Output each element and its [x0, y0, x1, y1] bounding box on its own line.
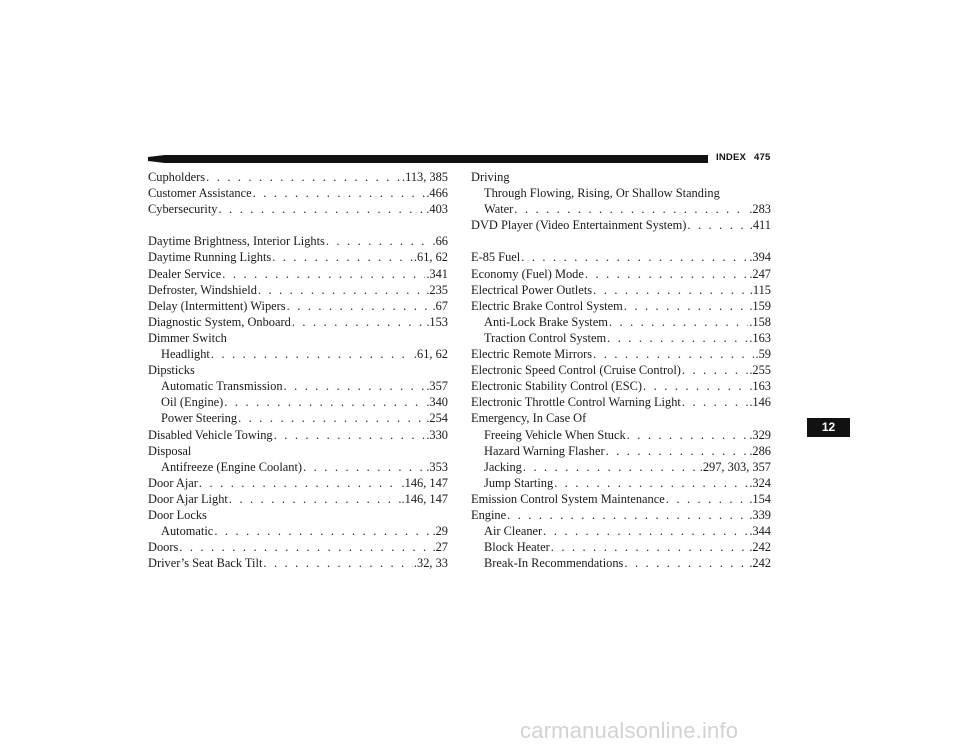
entry-term: Cupholders: [148, 170, 206, 184]
dot-leader: [219, 201, 426, 217]
entry-term: Door Ajar Light: [148, 491, 228, 506]
entry-term: E-85 Fuel: [471, 250, 521, 265]
dot-leader: [253, 185, 426, 201]
index-entry: [471, 362, 771, 378]
entry-term: Hazard Warning Flasher: [484, 443, 605, 458]
index-entry: [148, 539, 448, 555]
entry-pages[interactable]: .255: [749, 363, 771, 378]
index-subentry: [148, 459, 448, 475]
entry-term: Electronic Stability Control (ESC): [471, 379, 643, 394]
entry-term: Engine: [471, 507, 507, 522]
index-subentry: [148, 523, 448, 539]
entry-pages[interactable]: .394: [749, 250, 771, 265]
dot-leader: [272, 249, 413, 265]
section-title: INDEX: [716, 152, 747, 163]
index-entry: [148, 362, 448, 378]
entry-pages[interactable]: .242: [749, 540, 771, 555]
entry-term: Jacking: [484, 459, 522, 474]
entry-term: Traction Control System: [484, 330, 607, 345]
index-subentry: [471, 201, 771, 217]
entry-pages[interactable]: .341: [426, 266, 448, 281]
entry-term: Air Cleaner: [484, 524, 543, 539]
entry-pages[interactable]: .59: [755, 347, 771, 362]
dot-leader: [543, 523, 748, 539]
entry-term: Freeing Vehicle When Stuck: [484, 427, 626, 442]
index-entry: [471, 298, 771, 314]
index-entry: [148, 266, 448, 282]
dot-leader: [627, 427, 749, 443]
dot-leader: [292, 314, 425, 330]
index-subentry: [471, 459, 771, 475]
entry-term: Door Locks: [148, 507, 207, 522]
entry-term: Defroster, Windshield: [148, 282, 257, 297]
entry-pages[interactable]: .339: [749, 507, 771, 522]
entry-term: Emission Control System Maintenance: [471, 491, 665, 506]
index-entry: [148, 330, 448, 346]
entry-term: Dimmer Switch: [148, 330, 227, 345]
index-entry: [148, 507, 448, 523]
dot-leader: [666, 491, 749, 507]
entry-term: Block Heater: [484, 540, 550, 555]
index-entry: [148, 475, 448, 491]
entry-term: Electric Remote Mirrors: [471, 347, 593, 362]
index-entry: [471, 394, 771, 410]
entry-pages[interactable]: .403: [426, 202, 448, 217]
dot-leader: [514, 201, 748, 217]
index-entry: [471, 410, 771, 426]
entry-term: Disabled Vehicle Towing: [148, 427, 273, 442]
index-entry: [148, 314, 448, 330]
index-entry: [471, 378, 771, 394]
entry-pages[interactable]: .297, 303, 357: [699, 459, 771, 474]
index-entry: [148, 185, 448, 201]
entry-pages[interactable]: .163: [749, 379, 771, 394]
dot-leader: [258, 282, 425, 298]
dot-leader: [222, 266, 425, 282]
dot-leader: [211, 346, 413, 362]
entry-term: Automatic: [161, 524, 214, 539]
entry-pages[interactable]: .146, 147: [401, 491, 448, 506]
entry-term: Electric Brake Control System: [471, 298, 623, 313]
entry-pages[interactable]: .286: [749, 443, 771, 458]
dot-leader: [214, 523, 431, 539]
dot-leader: [326, 233, 432, 249]
entry-pages[interactable]: .163: [749, 330, 771, 345]
index-entry: [148, 555, 448, 571]
index-entry: [148, 233, 448, 249]
index-entry: [471, 266, 771, 282]
running-header: [716, 152, 771, 163]
dot-leader: [521, 249, 748, 265]
entry-pages[interactable]: .61, 62: [413, 250, 448, 265]
entry-term: Cybersecurity: [148, 202, 218, 217]
entry-pages[interactable]: .27: [432, 540, 448, 555]
dot-leader: [206, 169, 401, 185]
dot-leader: [643, 378, 748, 394]
entry-term: Driving: [471, 170, 510, 184]
dot-leader: [606, 443, 749, 459]
entry-term: Oil (Engine): [161, 395, 224, 410]
entry-term: Through Flowing, Rising, Or Shallow Standing: [484, 186, 720, 201]
entry-term: Headlight: [161, 347, 210, 362]
entry-term: Emergency, In Case Of: [471, 411, 587, 426]
entry-pages[interactable]: .158: [749, 314, 771, 329]
entry-pages[interactable]: .344: [749, 524, 771, 539]
entry-pages[interactable]: .340: [426, 395, 448, 410]
dot-leader: [238, 410, 425, 426]
index-subentry: [471, 330, 771, 346]
entry-term: Antifreeze (Engine Coolant): [161, 459, 303, 474]
entry-pages[interactable]: .115: [749, 282, 771, 297]
index-subentry: [148, 378, 448, 394]
dot-leader: [263, 555, 413, 571]
entry-term: Driver’s Seat Back Tilt: [148, 556, 263, 571]
entry-term: Daytime Running Lights: [148, 250, 272, 265]
entry-pages[interactable]: .254: [426, 411, 448, 426]
entry-pages[interactable]: .32, 33: [413, 556, 448, 571]
index-entry: [471, 169, 771, 185]
entry-term: Power Steering: [161, 411, 238, 426]
index-entry: [148, 443, 448, 459]
entry-pages[interactable]: .146, 147: [401, 475, 448, 490]
entry-pages[interactable]: .283: [749, 202, 771, 217]
index-entry: [471, 217, 771, 233]
dot-leader: [624, 555, 748, 571]
dot-leader: [593, 282, 749, 298]
index-entry: [148, 427, 448, 443]
entry-term: Daytime Brightness, Interior Lights: [148, 234, 325, 249]
entry-term: Disposal: [148, 443, 192, 458]
index-column-left: [148, 169, 448, 571]
entry-term: Doors: [148, 540, 179, 555]
dot-leader: [303, 459, 425, 475]
dot-leader: [224, 394, 425, 410]
entry-pages[interactable]: .153: [426, 314, 448, 329]
page-number: 475: [754, 152, 771, 163]
entry-term: Anti-Lock Brake System: [484, 314, 608, 329]
entry-term: Water: [484, 202, 514, 217]
index-entry: [148, 282, 448, 298]
entry-pages[interactable]: .235: [426, 282, 448, 297]
dot-leader: [624, 298, 749, 314]
index-entry: [148, 169, 448, 185]
index-entry: [148, 491, 448, 507]
index-entry: [148, 298, 448, 314]
entry-pages[interactable]: .411: [749, 218, 771, 233]
entry-term: Jump Starting: [484, 475, 554, 490]
entry-term: Break-In Recommendations: [484, 556, 624, 571]
index-subentry: [471, 185, 771, 201]
index-subentry: [471, 555, 771, 571]
entry-pages[interactable]: .159: [749, 298, 771, 313]
dot-leader: [274, 427, 426, 443]
entry-term: Delay (Intermittent) Wipers: [148, 298, 286, 313]
index-entry: [148, 249, 448, 265]
dot-leader: [682, 394, 748, 410]
index-subentry: [471, 523, 771, 539]
entry-term: Diagnostic System, Onboard: [148, 314, 291, 329]
dot-leader: [284, 378, 426, 394]
index-entry: [471, 249, 771, 265]
dot-leader: [551, 539, 749, 555]
entry-pages[interactable]: .113, 385: [401, 170, 448, 184]
entry-pages[interactable]: .247: [749, 266, 771, 281]
entry-pages[interactable]: .329: [749, 427, 771, 442]
dot-leader: [609, 314, 748, 330]
index-subentry: [471, 427, 771, 443]
entry-term: Electrical Power Outlets: [471, 282, 593, 297]
dot-leader: [507, 507, 748, 523]
entry-pages[interactable]: .154: [749, 491, 771, 506]
index-entry: [471, 507, 771, 523]
entry-pages[interactable]: .466: [426, 186, 448, 201]
entry-pages[interactable]: .146: [749, 395, 771, 410]
index-subentry: [148, 394, 448, 410]
index-subentry: [471, 314, 771, 330]
dot-leader: [585, 266, 748, 282]
index-subentry: [471, 475, 771, 491]
dot-leader: [287, 298, 432, 314]
dot-leader: [607, 330, 748, 346]
entry-term: DVD Player (Video Entertainment System): [471, 218, 687, 233]
entry-pages[interactable]: .357: [426, 379, 448, 394]
index-entry: [471, 491, 771, 507]
index-entry: [471, 282, 771, 298]
index-subentry: [471, 443, 771, 459]
index-subentry: [148, 346, 448, 362]
dot-leader: [593, 346, 754, 362]
index-entry: [148, 201, 448, 217]
index-column-right: [471, 169, 771, 571]
entry-term: Door Ajar: [148, 475, 198, 490]
index-entry: [471, 346, 771, 362]
entry-term: Dipsticks: [148, 363, 195, 378]
watermark: carmanualsonline.info: [520, 718, 739, 743]
dot-leader: [229, 491, 401, 507]
dot-leader: [199, 475, 401, 491]
dot-leader: [179, 539, 431, 555]
entry-pages[interactable]: .330: [426, 427, 448, 442]
entry-term: Customer Assistance: [148, 186, 252, 201]
entry-pages[interactable]: .242: [749, 556, 771, 571]
dot-leader: [682, 362, 748, 378]
entry-pages[interactable]: .61, 62: [413, 347, 448, 362]
entry-pages[interactable]: .29: [432, 524, 448, 539]
entry-pages[interactable]: .324: [749, 475, 771, 490]
entry-term: Electronic Speed Control (Cruise Control): [471, 363, 681, 378]
chapter-tab[interactable]: 12: [807, 418, 850, 437]
entry-term: Electronic Throttle Control Warning Light: [471, 395, 681, 410]
index-subentry: [471, 539, 771, 555]
entry-pages[interactable]: .66: [432, 234, 448, 249]
entry-pages[interactable]: .67: [432, 298, 448, 313]
entry-term: Automatic Transmission: [161, 379, 283, 394]
dot-leader: [523, 459, 699, 475]
entry-term: Dealer Service: [148, 266, 222, 281]
header-rule: [148, 155, 708, 163]
entry-term: Economy (Fuel) Mode: [471, 266, 584, 281]
dot-leader: [554, 475, 748, 491]
dot-leader: [687, 217, 748, 233]
entry-pages[interactable]: .353: [426, 459, 448, 474]
index-subentry: [148, 410, 448, 426]
